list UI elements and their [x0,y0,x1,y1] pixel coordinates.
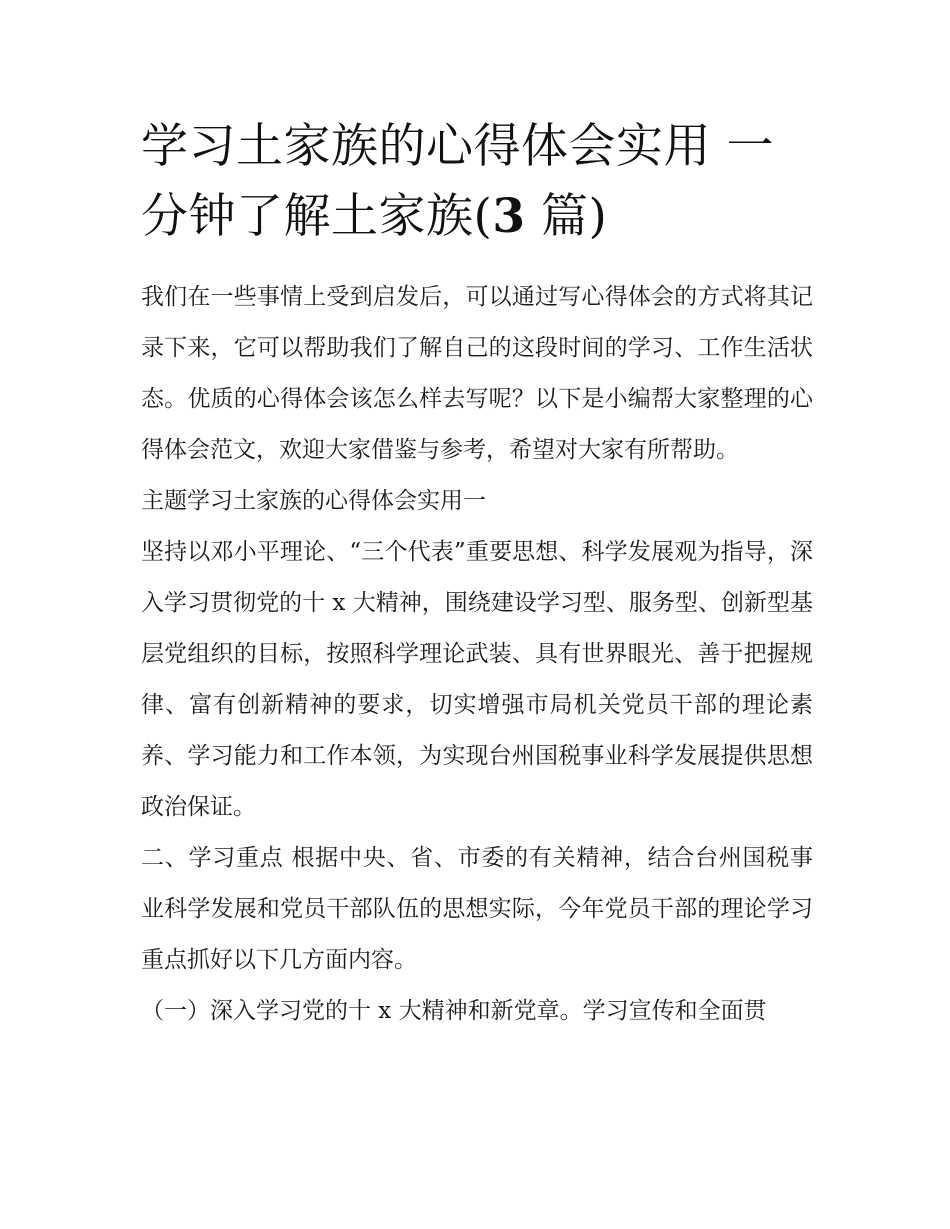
paragraph-list [141,272,813,1037]
intro-paragraph: 我们在一些事情上受到启发后，可以通过写心得体会的方式将其记录下来，它可以帮助我们了解自己的这段时间的学习、工作生活状态。优质的心得体会该怎么样去写呢？以下是小编帮大家整理的心得体会范文，欢迎大家借鉴与参考，希望对大家有所帮助。 [141,284,813,463]
document-title [141,112,813,252]
study-focus-paragraph: 二、学习重点 根据中央、省、市委的有关精神，结合台州国税事业科学发展和党员干部队伍的思想实际，今年党员干部的理论学习重点抓好以下几方面内容。 [141,845,813,973]
document-body [141,112,813,1037]
item-one-paragraph: （一）深入学习党的十 x 大精神和新党章。学习宣传和全面贯 [141,998,767,1024]
section-heading: 主题学习土家族的心得体会实用一 [141,488,486,514]
title-text-part2: 篇) [525,189,608,244]
title-text-part1: 学习土家族的心得体会实用 一分钟了解土家族( [141,119,774,244]
guiding-principle-paragraph: 坚持以邓小平理论、“三个代表”重要思想、科学发展观为指导，深入学习贯彻党的十 x 大精神，围绕建设学习型、服务型、创新型基层党组织的目标，按照科学理论武装、具有世界眼光、善于把握规律、富有创新精神的要求，切实增强市局机关党员干部的理论素养、学习能力和工作本领，为实现台州国税事业科学发展提供思想政治保证。 [141,539,813,820]
title-number: 3 [492,189,526,244]
